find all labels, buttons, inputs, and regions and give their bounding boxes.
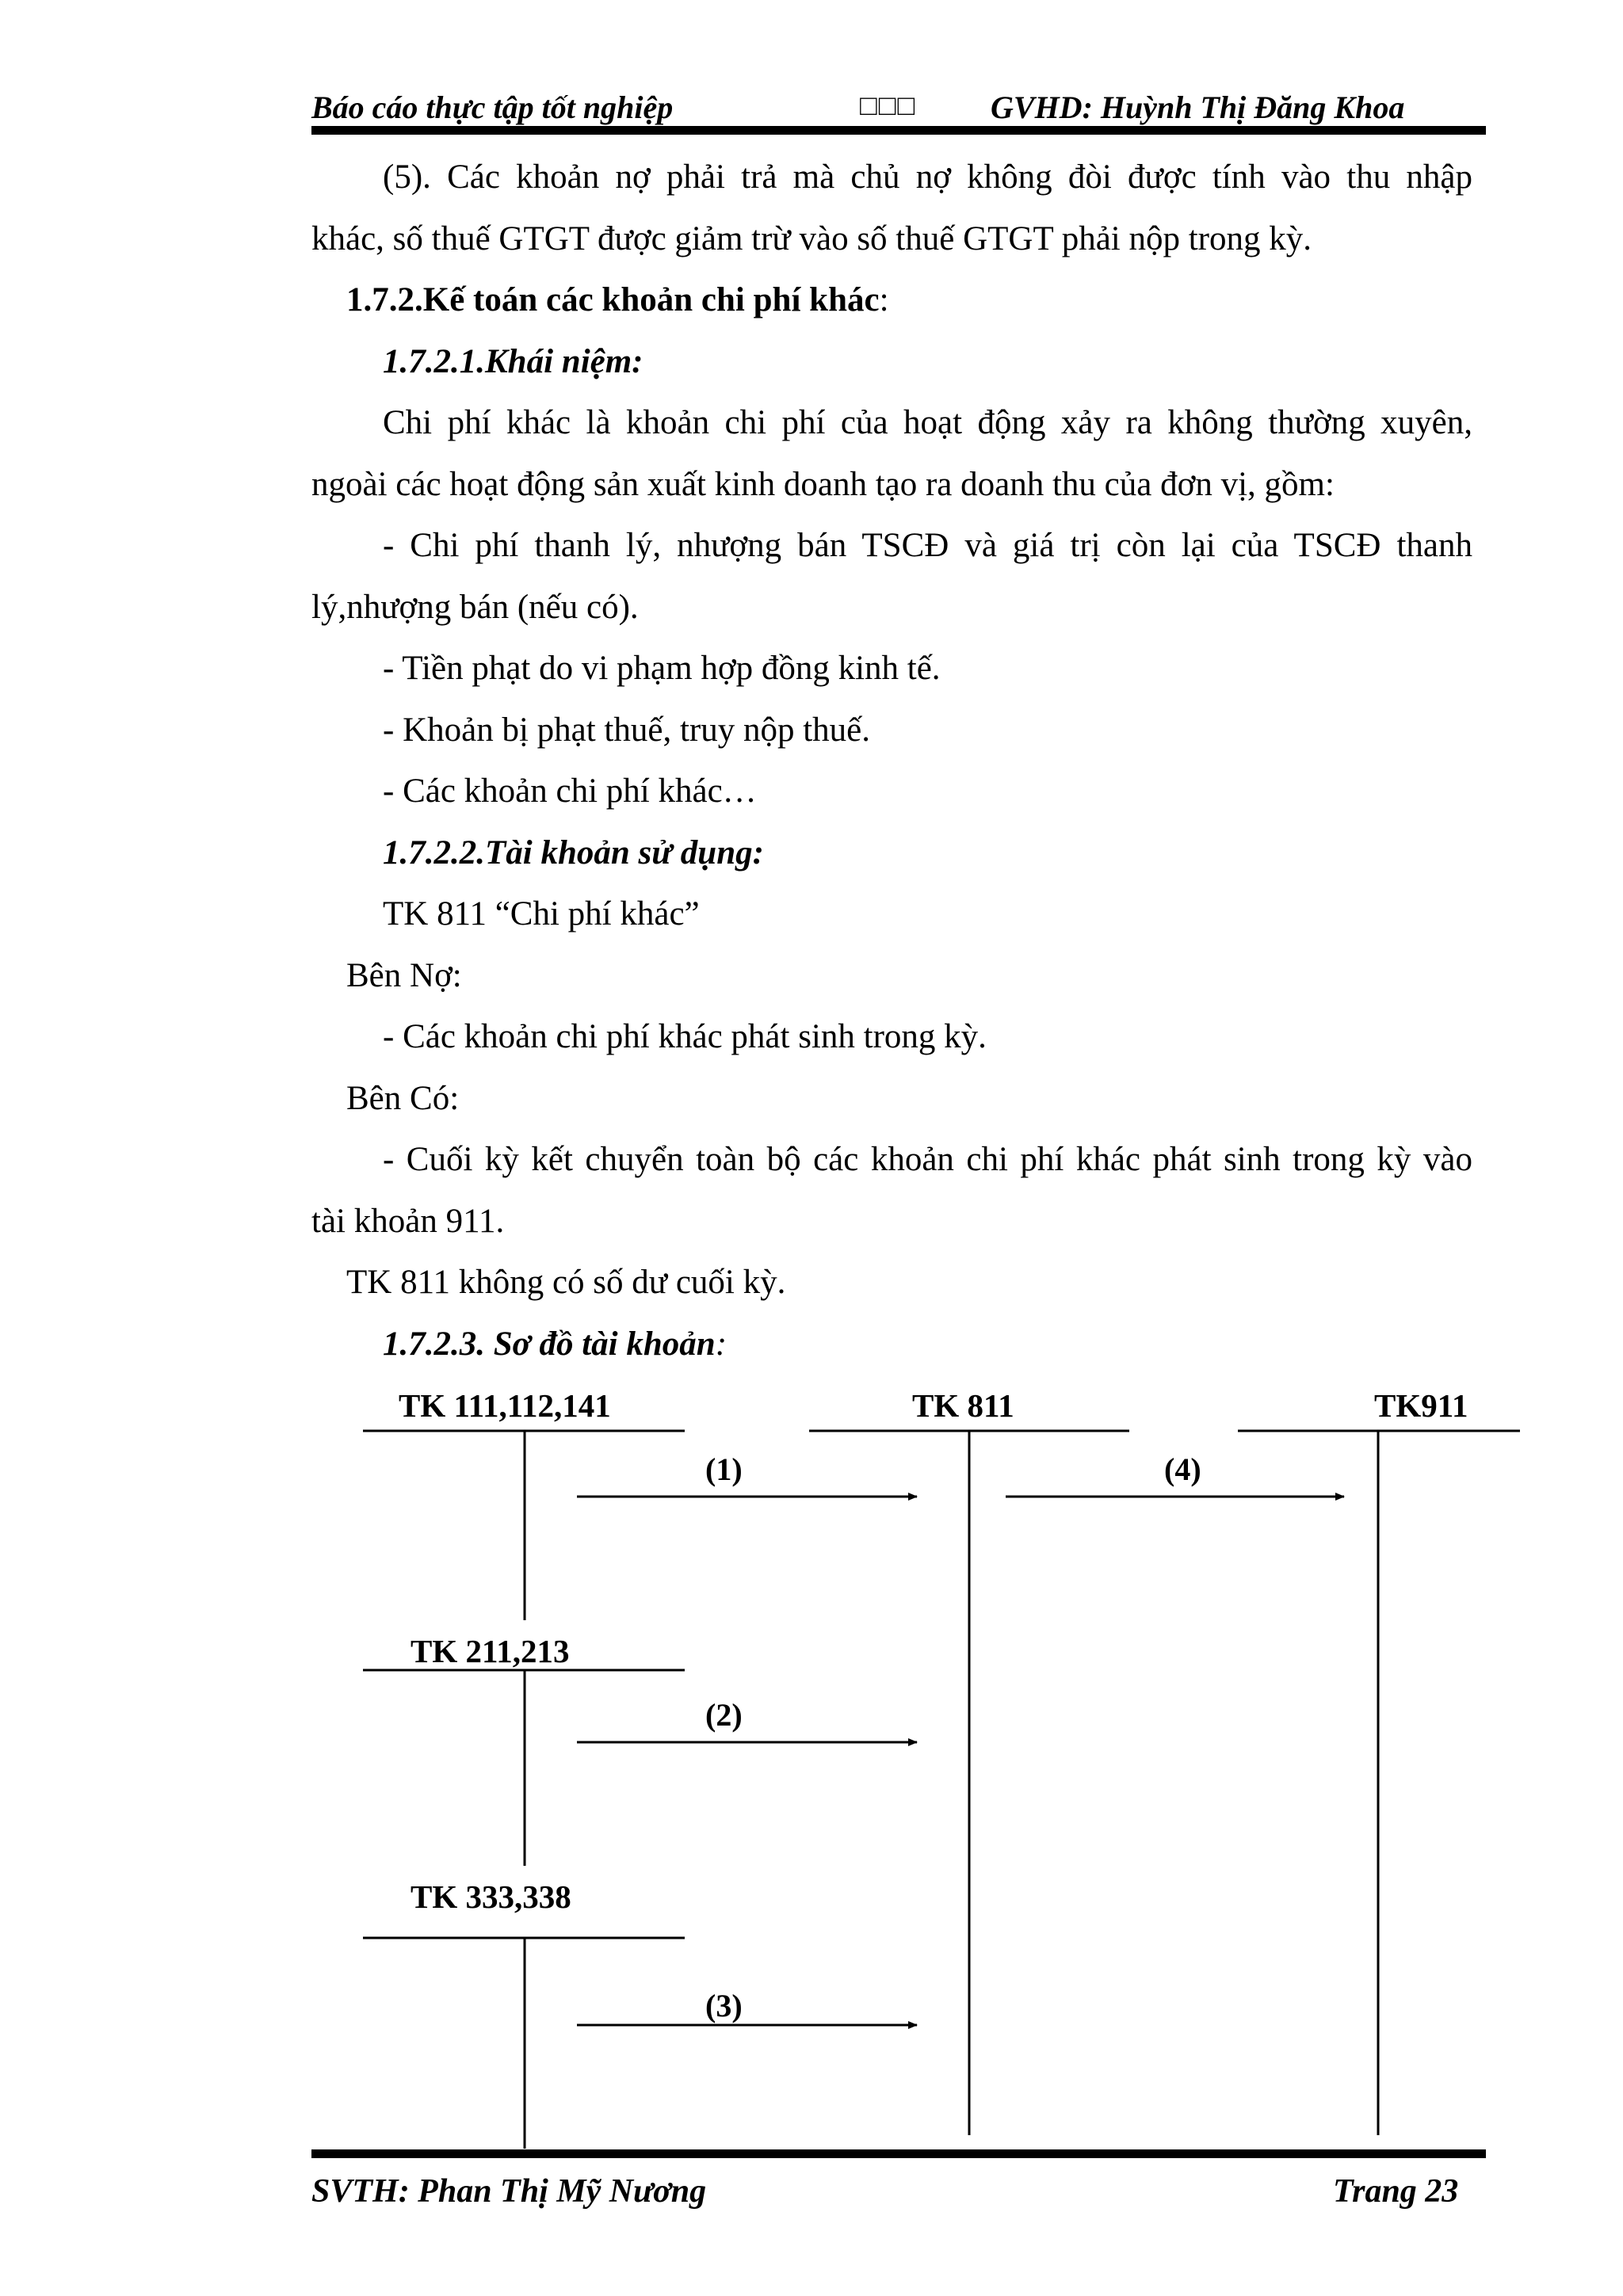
credit-side-item-line2: tài khoản 911. [311,1203,505,1240]
definition-line1: Chi phí khác là khoản chi phí của hoạt động xảy ra không thường xuyên, [383,404,1472,441]
footer-page-number: Trang 23 [1333,2173,1459,2210]
step-label-3: (3) [705,1988,743,2023]
credit-side-label: Bên Có: [346,1080,460,1117]
heading-1-7-2-3 [383,1327,727,1361]
bullet-4: - Các khoản chi phí khác… [383,772,757,810]
account-label-tk111: TK 111,112,141 [399,1387,611,1424]
heading-1-7-2-colon: : [879,281,889,318]
account-label-tk333: TK 333,338 [411,1878,571,1915]
heading-1-7-2-text: 1.7.2.Kế toán các khoản chi phí khác [346,281,880,318]
definition-line2: ngoài các hoạt động sản xuất kinh doanh tạo ra doanh thu của đơn vị, gồm: [311,466,1335,503]
header-rule [311,126,1486,135]
heading-1-7-2-3-text: 1.7.2.3. Sơ đồ tài khoản [383,1325,716,1363]
no-balance-note: TK 811 không có số dư cuối kỳ. [346,1264,786,1301]
header-left: Báo cáo thực tập tốt nghiệp [311,90,674,125]
account-label-tk911: TK911 [1374,1387,1468,1424]
step-label-1: (1) [705,1451,743,1487]
footer-left: SVTH: Phan Thị Mỹ Nương [311,2173,707,2210]
step-label-2: (2) [705,1697,743,1733]
heading-1-7-2-3-colon: : [715,1325,727,1363]
bullet-3: - Khoản bị phạt thuế, truy nộp thuế. [383,711,871,749]
paragraph-5-line1: (5). Các khoản nợ phải trả mà chủ nợ không đòi được tính vào thu nhập [383,158,1472,196]
heading-1-7-2-1: 1.7.2.1.Khái niệm: [383,343,643,380]
paragraph-5-line2: khác, số thuế GTGT được giảm trừ vào số thuế GTGT phải nộp trong kỳ. [311,220,1312,257]
debit-side-label: Bên Nợ: [346,957,462,994]
debit-side-item: - Các khoản chi phí khác phát sinh trong kỳ. [383,1018,987,1055]
step-label-4: (4) [1164,1451,1201,1487]
footer-rule [311,2149,1486,2158]
heading-1-7-2 [346,283,889,317]
bullet-2: - Tiền phạt do vi phạm hợp đồng kinh tế. [383,650,941,687]
header-ornament: □□□ [860,90,917,121]
account-label-tk211: TK 211,213 [411,1633,570,1669]
account-label-tk811: TK 811 [912,1387,1014,1424]
account-tk811-title: TK 811 “Chi phí khác” [383,895,700,933]
credit-side-item-line1: - Cuối kỳ kết chuyển toàn bộ các khoản chi phí khác phát sinh trong kỳ vào [383,1141,1472,1178]
bullet-1-line2: lý,nhượng bán (nếu có). [311,589,639,626]
bullet-1-line1: - Chi phí thanh lý, nhượng bán TSCĐ và giá trị còn lại của TSCĐ thanh [383,527,1472,564]
heading-1-7-2-2: 1.7.2.2.Tài khoản sử dụng: [383,834,764,871]
header-right: GVHD: Huỳnh Thị Đăng Khoa [991,90,1405,125]
